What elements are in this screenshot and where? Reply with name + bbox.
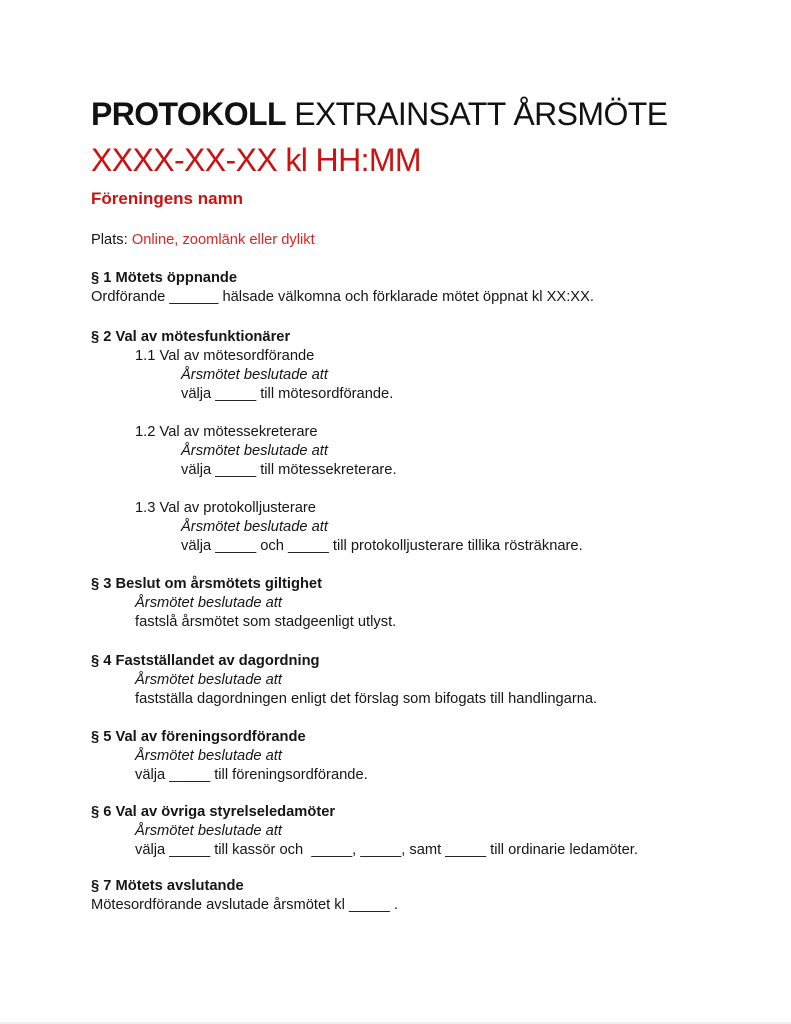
subsection-1-3-title: 1.3 Val av protokolljusterare <box>135 500 316 516</box>
location-value: Online, zoomlänk eller dylikt <box>131 232 315 248</box>
document-title <box>91 91 739 137</box>
subsection-1-1-title: 1.1 Val av mötesordförande <box>135 348 315 364</box>
document-content <box>91 91 739 915</box>
body-line: Mötesordförande avslutade årsmötet kl _____ . <box>91 897 398 913</box>
section-3-beslut-om-arsmotets-giltighet <box>91 575 739 632</box>
section-2-val-av-motesfunktionarer <box>91 328 739 556</box>
location-label: Plats: <box>91 232 132 248</box>
decision-phrase: Årsmötet beslutade att <box>135 823 282 839</box>
section-6-val-av-ovriga-styrelseledamoter <box>91 803 739 860</box>
section-heading: § 5 Val av föreningsordförande <box>91 729 306 745</box>
section-7-motets-avslutande <box>91 877 739 915</box>
body-line: Ordförande ______ hälsade välkomna och förklarade mötet öppnat kl XX:XX. <box>91 289 594 305</box>
decision-phrase: Årsmötet beslutade att <box>181 519 328 535</box>
decision-phrase: Årsmötet beslutade att <box>135 748 282 764</box>
decision-line: välja _____ till kassör och _____, _____, samt _____ till ordinarie ledamöter. <box>135 842 638 858</box>
decision-line: välja _____ till föreningsordförande. <box>135 767 368 783</box>
decision-line: fastställa dagordningen enligt det förslag som bifogats till handlingarna. <box>135 691 598 707</box>
decision-line: välja _____ till mötesordförande. <box>181 386 394 402</box>
decision-phrase: Årsmötet beslutade att <box>181 367 328 383</box>
section-1-motets-oppnande <box>91 269 739 307</box>
section-5-val-av-foreningsordforande <box>91 728 739 785</box>
section-heading: § 4 Fastställandet av dagordning <box>91 653 320 669</box>
title-protokoll: PROTOKOLL <box>91 96 286 132</box>
section-heading: § 2 Val av mötesfunktionärer <box>91 329 291 345</box>
location-line <box>91 231 739 250</box>
decision-phrase: Årsmötet beslutade att <box>135 672 282 688</box>
decision-line: fastslå årsmötet som stadgeenligt utlyst. <box>135 614 397 630</box>
section-heading: § 3 Beslut om årsmötets giltighet <box>91 576 322 592</box>
section-heading: § 6 Val av övriga styrelseledamöter <box>91 804 336 820</box>
date-time-placeholder: XXXX-XX-XX kl HH:MM <box>91 142 421 178</box>
decision-line: välja _____ till mötessekreterare. <box>181 462 397 478</box>
decision-line: välja _____ och _____ till protokolljusterare tillika rösträknare. <box>181 538 583 554</box>
section-heading: § 1 Mötets öppnande <box>91 270 238 286</box>
association-name: Föreningens namn <box>91 189 244 208</box>
title-meeting-type: EXTRAINSATT ÅRSMÖTE <box>285 96 668 132</box>
section-4-faststallandet-av-dagordning <box>91 652 739 709</box>
decision-phrase: Årsmötet beslutade att <box>135 595 282 611</box>
section-heading: § 7 Mötets avslutande <box>91 878 244 894</box>
decision-phrase: Årsmötet beslutade att <box>181 443 328 459</box>
subsection-1-2-title: 1.2 Val av mötessekreterare <box>135 424 318 440</box>
